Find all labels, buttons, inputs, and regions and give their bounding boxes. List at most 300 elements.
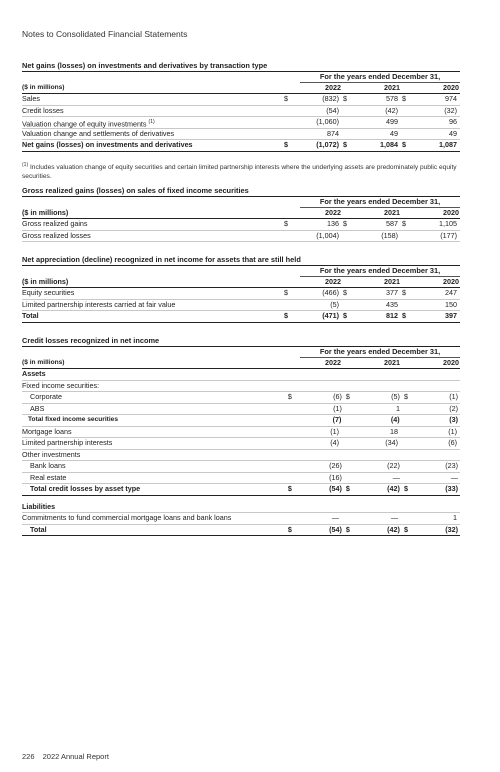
- currency-symbol: [341, 381, 353, 392]
- value-cell: [286, 525, 344, 536]
- cell-value: 1: [395, 403, 400, 413]
- currency-symbol: $: [284, 311, 288, 320]
- currency-symbol: [282, 106, 294, 117]
- value-cell: [400, 117, 459, 128]
- cell-value: 812: [386, 311, 398, 320]
- cell-value: [294, 369, 341, 380]
- currency-symbol: [282, 427, 294, 438]
- year-header: 2020: [443, 208, 459, 217]
- row-label-text: Valuation change of equity investments: [22, 119, 147, 129]
- column-header-row: [22, 208, 460, 219]
- currency-symbol: [400, 117, 412, 128]
- value-cell: [341, 117, 400, 128]
- row-label-text: Total credit losses by asset type: [30, 484, 141, 493]
- table-row: [22, 117, 460, 129]
- value-cell: [400, 427, 459, 438]
- value-cell: [400, 288, 459, 299]
- row-label: [22, 392, 286, 403]
- value-cell: [341, 502, 400, 513]
- cell-value: (4): [330, 438, 339, 447]
- value-cell: [282, 438, 341, 449]
- cell-value: (54): [329, 524, 342, 534]
- currency-symbol: $: [287, 392, 292, 401]
- period-label: For the years ended December 31,: [300, 266, 460, 277]
- currency-symbol: [400, 502, 412, 513]
- currency-symbol: $: [402, 140, 406, 149]
- row-label: [22, 525, 286, 536]
- currency-symbol: [400, 438, 412, 449]
- currency-symbol: [400, 129, 412, 140]
- currency-symbol: [402, 461, 414, 472]
- row-label-text: Gross realized gains: [22, 219, 88, 228]
- table-body: [22, 288, 460, 323]
- cell-value: (32): [445, 524, 459, 534]
- currency-symbol: $: [284, 219, 288, 228]
- cell-value: (1): [333, 403, 342, 413]
- row-label-text: Liabilities: [22, 501, 56, 511]
- currency-symbol: [282, 231, 294, 242]
- currency-symbol: $: [284, 288, 288, 297]
- currency-symbol: [400, 106, 412, 117]
- value-cell: [402, 461, 460, 472]
- period-label: For the years ended December 31,: [300, 347, 460, 358]
- cell-value: 499: [386, 117, 398, 126]
- table-row: [22, 311, 460, 323]
- cell-value: [412, 450, 459, 461]
- year-header: 2021: [384, 358, 400, 367]
- row-label-text: Mortgage loans: [22, 426, 72, 436]
- row-label-text: Gross realized losses: [22, 230, 91, 240]
- column-header-row: [22, 277, 460, 288]
- value-cell: [282, 311, 341, 322]
- year-header: 2021: [384, 83, 400, 92]
- period-label: For the years ended December 31,: [300, 72, 460, 83]
- row-label: [22, 129, 282, 140]
- value-cell: [341, 94, 400, 105]
- currency-symbol: [282, 300, 294, 311]
- currency-symbol: $: [287, 524, 292, 534]
- table-credit-losses: [22, 336, 460, 536]
- currency-symbol: [286, 404, 298, 415]
- table-row: [22, 288, 460, 300]
- value-cell: [282, 300, 341, 311]
- currency-symbol: $: [343, 288, 347, 297]
- cell-value: (42): [387, 524, 400, 534]
- footnote-text: Includes valuation change of equity securities and certain limited partnership interests where the underlying assets are predominately public equity securities.: [22, 164, 457, 181]
- value-cell: [344, 392, 402, 403]
- cell-value: 377: [386, 288, 398, 297]
- table-title: Gross realized gains (losses) on sales of fixed income securities: [22, 186, 460, 197]
- currency-symbol: [341, 231, 353, 242]
- currency-symbol: [282, 369, 294, 380]
- cell-value: (832): [322, 94, 339, 103]
- cell-value: 49: [390, 128, 398, 138]
- currency-symbol: $: [284, 140, 288, 149]
- row-label-text: Assets: [22, 369, 46, 378]
- cell-value: (6): [333, 392, 342, 401]
- value-cell: [400, 450, 459, 461]
- row-label-text: Total: [30, 524, 47, 534]
- cell-value: (5): [330, 299, 339, 309]
- value-cell: [400, 219, 459, 230]
- cell-value: (1,004): [316, 230, 339, 240]
- value-cell: [341, 231, 400, 242]
- value-cell: [341, 450, 400, 461]
- table-body: [22, 219, 460, 242]
- year-header: 2020: [443, 277, 459, 286]
- value-cell: [282, 502, 341, 513]
- value-cell: [282, 231, 341, 242]
- value-cell: [282, 219, 341, 230]
- table-title: Credit losses recognized in net income: [22, 336, 460, 347]
- cell-value: (42): [387, 484, 400, 493]
- currency-symbol: $: [403, 484, 408, 493]
- currency-symbol: [402, 404, 414, 415]
- currency-symbol: [341, 300, 353, 311]
- table-row: [22, 415, 460, 427]
- currency-symbol: [400, 381, 412, 392]
- table-row: [22, 140, 460, 152]
- table-row: [22, 231, 460, 243]
- year-header: 2021: [384, 208, 400, 217]
- row-label: [22, 450, 282, 461]
- row-label-text: Valuation change and settlements of derivatives: [22, 128, 175, 138]
- cell-value: 96: [449, 117, 457, 126]
- footnote-marker: (1): [22, 162, 29, 168]
- row-label: [22, 473, 286, 484]
- row-label: [22, 438, 282, 449]
- units-label: ($ in millions): [22, 359, 65, 366]
- cell-value: (158): [381, 230, 398, 240]
- column-header-row: [22, 83, 460, 94]
- value-cell: [400, 94, 459, 105]
- row-label: [22, 94, 282, 105]
- value-cell: [282, 106, 341, 117]
- cell-value: (177): [440, 230, 457, 240]
- cell-value: —: [331, 513, 339, 522]
- currency-symbol: [341, 106, 353, 117]
- value-cell: [344, 484, 402, 495]
- cell-value: 1,087: [439, 140, 457, 149]
- currency-symbol: [282, 502, 294, 513]
- table-body: [22, 369, 460, 536]
- value-cell: [400, 369, 459, 380]
- value-cell: [344, 473, 402, 484]
- table-title: Net appreciation (decline) recognized in net income for assets that are still held: [22, 255, 460, 266]
- value-cell: [286, 404, 344, 415]
- table-row: [22, 392, 460, 404]
- currency-symbol: [341, 438, 353, 449]
- currency-symbol: $: [345, 484, 350, 493]
- table-net-appreciation: [22, 255, 460, 323]
- value-cell: [400, 311, 459, 322]
- value-cell: [402, 404, 460, 415]
- cell-value: 18: [390, 426, 398, 436]
- page-footer: [22, 752, 115, 761]
- cell-value: (22): [387, 461, 400, 470]
- table-row: [22, 450, 460, 462]
- cell-value: (1): [448, 426, 457, 436]
- cell-value: (42): [385, 105, 398, 115]
- row-label: [22, 513, 282, 524]
- currency-symbol: $: [402, 288, 406, 297]
- currency-symbol: [341, 427, 353, 438]
- table-row: [22, 484, 460, 496]
- value-cell: [402, 392, 460, 403]
- row-label: [22, 219, 282, 230]
- cell-value: 1,084: [380, 140, 398, 149]
- currency-symbol: [286, 473, 298, 484]
- value-cell: [286, 484, 344, 495]
- currency-symbol: [282, 438, 294, 449]
- value-cell: [286, 461, 344, 472]
- cell-value: —: [392, 472, 400, 482]
- currency-symbol: $: [402, 219, 406, 228]
- currency-symbol: [282, 129, 294, 140]
- value-cell: [341, 129, 400, 140]
- currency-symbol: $: [402, 94, 406, 103]
- value-cell: [400, 129, 459, 140]
- row-label-text: Total fixed income securities: [28, 416, 119, 423]
- table-gross-realized-gains: [22, 186, 460, 242]
- cell-value: (1): [449, 392, 459, 401]
- year-header: 2021: [384, 277, 400, 286]
- cell-value: [412, 381, 459, 392]
- cell-value: (466): [322, 288, 339, 297]
- value-cell: [341, 288, 400, 299]
- value-cell: [402, 484, 460, 495]
- value-cell: [400, 300, 459, 311]
- value-cell: [341, 219, 400, 230]
- cell-value: 247: [445, 288, 457, 297]
- row-label-text: Real estate: [30, 472, 67, 482]
- row-label: [22, 288, 282, 299]
- value-cell: [341, 369, 400, 380]
- row-label: [22, 106, 282, 117]
- footnote-ref: (1): [148, 119, 155, 125]
- table-row: [22, 513, 460, 525]
- page-header: Notes to Consolidated Financial Statements: [22, 29, 188, 39]
- table-row: [22, 438, 460, 450]
- table-net-gains-by-transaction-type: [22, 61, 460, 152]
- row-label-text: Sales: [22, 94, 40, 103]
- row-label: [22, 369, 282, 380]
- currency-symbol: $: [343, 311, 347, 320]
- value-cell: [344, 525, 402, 536]
- cell-value: (3): [449, 415, 459, 424]
- row-label: [22, 231, 282, 242]
- row-label: [22, 404, 286, 415]
- cell-value: (471): [322, 311, 339, 320]
- currency-symbol: [402, 473, 414, 484]
- currency-symbol: [285, 415, 297, 426]
- units-label: ($ in millions): [22, 84, 65, 91]
- currency-symbol: $: [402, 311, 406, 320]
- cell-value: (23): [445, 461, 459, 470]
- table-row: [22, 129, 460, 141]
- footnote: [22, 161, 462, 181]
- table-title: Net gains (losses) on investments and derivatives by transaction type: [22, 61, 460, 72]
- currency-symbol: $: [403, 392, 408, 401]
- value-cell: [282, 450, 341, 461]
- cell-value: —: [390, 513, 398, 522]
- cell-value: 1,105: [439, 219, 457, 228]
- cell-value: 578: [386, 94, 398, 103]
- cell-value: (32): [444, 105, 457, 115]
- value-cell: [341, 381, 400, 392]
- row-label: [22, 140, 282, 151]
- value-cell: [400, 513, 459, 524]
- value-cell: [400, 502, 459, 513]
- row-label-text: Fixed income securities:: [22, 380, 100, 390]
- table-row: [22, 404, 460, 416]
- value-cell: [343, 415, 401, 426]
- currency-symbol: [341, 129, 353, 140]
- value-cell: [400, 231, 459, 242]
- cell-value: [412, 502, 459, 513]
- row-label: [22, 117, 282, 128]
- value-cell: [285, 415, 343, 426]
- row-label: [22, 461, 286, 472]
- cell-value: [353, 450, 400, 461]
- currency-symbol: $: [345, 392, 350, 401]
- currency-symbol: $: [345, 524, 350, 534]
- value-cell: [286, 473, 344, 484]
- cell-value: [353, 502, 400, 513]
- table-row: [22, 525, 460, 537]
- table-row: [22, 381, 460, 393]
- value-cell: [282, 369, 341, 380]
- row-label-text: Net gains (losses) on investments and derivatives: [22, 140, 193, 149]
- value-cell: [341, 106, 400, 117]
- year-header: 2020: [443, 358, 459, 367]
- value-cell: [282, 117, 341, 128]
- currency-symbol: [400, 231, 412, 242]
- currency-symbol: [282, 381, 294, 392]
- cell-value: (16): [329, 472, 342, 482]
- row-label-text: Total: [22, 311, 39, 320]
- row-label-text: Bank loans: [30, 461, 66, 470]
- row-label-text: Other investments: [22, 449, 81, 459]
- currency-symbol: $: [284, 94, 288, 103]
- value-cell: [402, 473, 460, 484]
- currency-symbol: [344, 461, 356, 472]
- cell-value: [294, 450, 341, 461]
- cell-value: (54): [329, 484, 342, 493]
- page-number: 226: [22, 752, 35, 761]
- value-cell: [402, 415, 460, 426]
- value-cell: [282, 381, 341, 392]
- table-row: [22, 502, 460, 514]
- row-label-text: Equity securities: [22, 288, 75, 297]
- value-cell: [344, 404, 402, 415]
- value-cell: [282, 129, 341, 140]
- currency-symbol: $: [403, 524, 408, 534]
- year-header: 2020: [443, 83, 459, 92]
- value-cell: [341, 438, 400, 449]
- report-name: 2022 Annual Report: [42, 752, 109, 761]
- value-cell: [282, 513, 341, 524]
- cell-value: (7): [332, 415, 342, 424]
- cell-value: 136: [327, 219, 339, 228]
- currency-symbol: [282, 513, 294, 524]
- value-cell: [341, 300, 400, 311]
- cell-value: [353, 381, 400, 392]
- currency-symbol: [344, 473, 356, 484]
- currency-symbol: [400, 369, 412, 380]
- units-label: ($ in millions): [22, 277, 69, 286]
- cell-value: (26): [329, 461, 342, 470]
- cell-value: (2): [449, 403, 459, 413]
- table-row: [22, 219, 460, 231]
- cell-value: 435: [386, 299, 398, 309]
- row-label-text: Limited partnership interests carried at fair value: [22, 299, 176, 309]
- value-cell: [282, 140, 341, 151]
- row-label: [22, 381, 282, 392]
- row-label-text: Credit losses: [22, 105, 64, 115]
- currency-symbol: [400, 450, 412, 461]
- currency-symbol: $: [287, 484, 292, 493]
- year-header: 2022: [325, 358, 341, 367]
- cell-value: (1,060): [316, 117, 339, 126]
- value-cell: [282, 427, 341, 438]
- row-label: [22, 427, 282, 438]
- value-cell: [282, 288, 341, 299]
- cell-value: (34): [385, 438, 398, 447]
- column-header-row: [22, 358, 460, 369]
- row-label-text: Corporate: [30, 392, 62, 401]
- period-label: For the years ended December 31,: [300, 197, 460, 208]
- value-cell: [344, 461, 402, 472]
- table-row: [22, 473, 460, 485]
- table-row: [22, 427, 460, 439]
- year-header: 2022: [325, 277, 341, 286]
- value-cell: [282, 94, 341, 105]
- cell-value: [412, 369, 459, 380]
- cell-value: 49: [449, 128, 457, 138]
- currency-symbol: [286, 461, 298, 472]
- cell-value: (1,072): [316, 140, 339, 149]
- value-cell: [400, 106, 459, 117]
- cell-value: 587: [386, 219, 398, 228]
- currency-symbol: [341, 117, 353, 128]
- value-cell: [400, 140, 459, 151]
- cell-value: [294, 381, 341, 392]
- table-row: [22, 461, 460, 473]
- table-row: [22, 300, 460, 312]
- value-cell: [341, 427, 400, 438]
- currency-symbol: [344, 404, 356, 415]
- row-label: [22, 502, 282, 513]
- cell-value: [294, 502, 341, 513]
- cell-value: (33): [445, 484, 459, 493]
- table-body: [22, 94, 460, 152]
- table-row: [22, 94, 460, 106]
- cell-value: 397: [445, 311, 457, 320]
- currency-symbol: $: [343, 140, 347, 149]
- cell-value: —: [450, 472, 459, 482]
- cell-value: 874: [327, 128, 339, 138]
- value-cell: [286, 392, 344, 403]
- row-label: [22, 311, 282, 322]
- currency-symbol: [400, 427, 412, 438]
- currency-symbol: [343, 415, 355, 426]
- currency-symbol: [341, 502, 353, 513]
- row-label: [22, 415, 285, 426]
- cell-value: 150: [445, 299, 457, 309]
- cell-value: 974: [445, 94, 457, 103]
- currency-symbol: [341, 369, 353, 380]
